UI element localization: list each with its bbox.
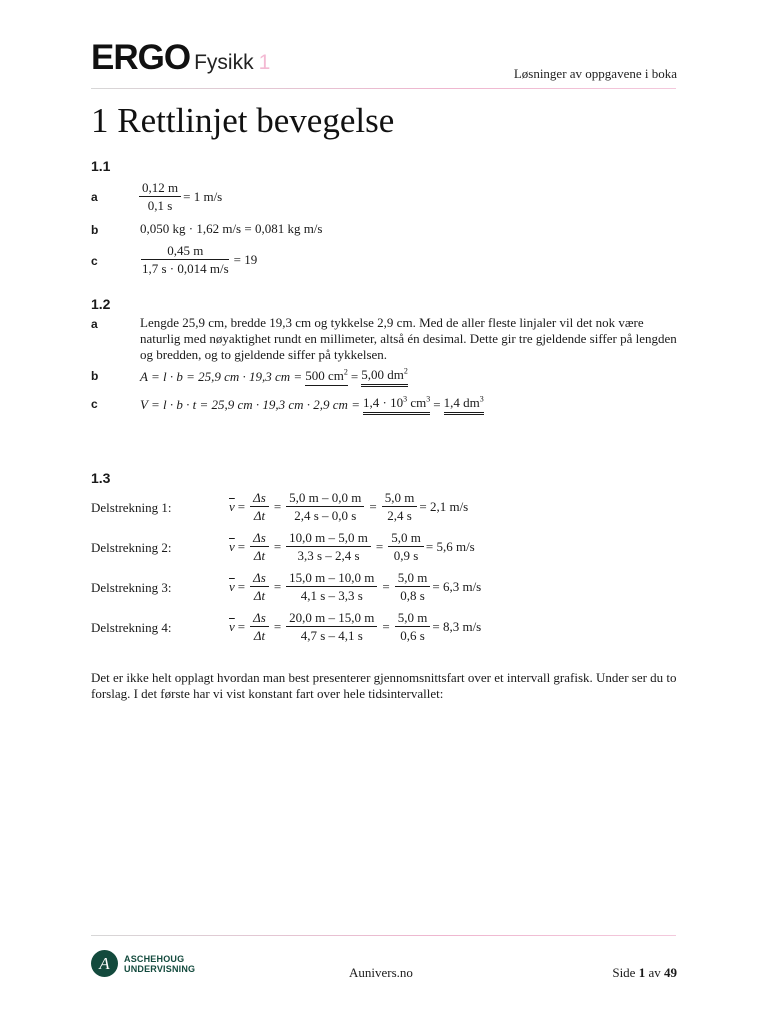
brand-name: ERGO: [91, 38, 191, 77]
average-velocity-symbol: $\overline{v}$: [229, 578, 235, 594]
fraction: $\frac{20,0 m - 15,0 m}{4,7 s - 4,1 s}$: [286, 610, 377, 643]
double-underlined-result: 1,4 $dm^3$: [444, 395, 484, 415]
page-number: Side 1 av 49: [612, 965, 677, 980]
section-heading-1-2: 1.2: [91, 296, 111, 312]
equation-1-1-c: $\frac{0,45 m}{1,7 s \cdot 0,014 m/s}$ = 19: [137, 243, 257, 276]
average-velocity-symbol: $\overline{v}$: [229, 538, 235, 554]
fraction: $\frac{5,0 m - 0,0 m}{2,4 s - 0,0 s}$: [286, 490, 364, 523]
item-label-b: b: [91, 369, 99, 383]
equation-1-1-b: 0,050 kg · 1,62 m/s = 0,081 kg m/s: [140, 221, 323, 236]
item-label-c: c: [91, 254, 98, 268]
fraction: $\frac{5,0 m}{0,6 s}$: [395, 610, 431, 643]
fraction: $\frac{0,12 m}{0,1 s}$: [139, 180, 181, 213]
fraction: $\frac{\Delta s}{\Delta t}$: [250, 490, 269, 523]
publisher-logo: A ASCHEHOUG UNDERVISNING: [91, 950, 195, 977]
underlined-result: 500 $cm^2$: [305, 368, 348, 386]
header-divider: [91, 88, 676, 89]
fraction: $\frac{0,45 m}{1,7 s \cdot 0,014 m/s}$: [142, 243, 229, 276]
fraction: $\frac{5,0 m}{0,8 s}$: [395, 570, 431, 603]
equation-1-2-b: A = l · b = 25,9 cm · 19,3 cm = 500 $cm^2$ = 5,00 $dm^2$: [140, 367, 411, 387]
item-label-a: a: [91, 317, 98, 331]
answer-text-1-2-a: Lengde 25,9 cm, bredde 19,3 cm og tykkelse 2,9 cm. Med de aller fleste linjaler vil det nok være naturlig med nøyaktighet rundt en millimeter, altså én desimal. Dette gir tre gjeldende siffer på lengden og bredden, og to gjeldende siffer på tykkelsen.: [140, 315, 677, 362]
segment-equation: $\overline{v}$ = $\frac{\Delta s}{\Delta t}$ = $\frac{5,0 m - 0,0 m}{2,4 s - 0,0 s}$ = $\frac{5,0 m}{2,4 s}$ = 2,1 m/s: [229, 490, 469, 523]
fraction: $\frac{\Delta s}{\Delta t}$: [250, 570, 269, 603]
segment-label: Delstrekning 3:: [91, 580, 172, 595]
segment-label: Delstrekning 1:: [91, 500, 172, 515]
equation-1-2-c: V = l · b · t = 25,9 cm · 19,3 cm · 2,9 cm = $1,4 \cdot 10^3$ $cm^3$ = 1,4 $dm^3$: [140, 395, 487, 415]
page-title: 1 Rettlinjet bevegelse: [91, 101, 395, 140]
product-level: 1: [258, 51, 271, 74]
segment-equation: $\overline{v}$ = $\frac{\Delta s}{\Delta t}$ = $\frac{15,0 m - 10,0 m}{4,1 s - 3,3 s}$ = $\frac{5,0 m}{0,8 s}$ = 6,3 m/s: [229, 570, 482, 603]
double-underlined-result: 5,00 $dm^2$: [361, 367, 408, 387]
section-heading-1-3: 1.3: [91, 470, 111, 486]
segment-label: Delstrekning 2:: [91, 540, 172, 555]
fraction: $\frac{\Delta s}{\Delta t}$: [250, 530, 269, 563]
equation-1-1-a: $\frac{0,12 m}{0,1 s}$ = 1 m/s: [137, 180, 222, 213]
item-label-b: b: [91, 223, 99, 237]
fraction: $\frac{5,0 m}{0,9 s}$: [388, 530, 424, 563]
fraction: $\frac{10,0 m - 5,0 m}{3,3 s - 2,4 s}$: [286, 530, 371, 563]
section-heading-1-1: 1.1: [91, 158, 111, 174]
segment-equation: $\overline{v}$ = $\frac{\Delta s}{\Delta t}$ = $\frac{20,0 m - 15,0 m}{4,7 s - 4,1 s}$ = $\frac{5,0 m}{0,6 s}$ = 8,3 m/s: [229, 610, 482, 643]
answer-paragraph-1-3: Det er ikke helt opplagt hvordan man best presenterer gjennomsnittsfart over et intervall grafisk. Under ser du to forslag. I det første har vi vist konstant fart over hele tidsintervallet:: [91, 670, 677, 701]
segment-equation: $\overline{v}$ = $\frac{\Delta s}{\Delta t}$ = $\frac{10,0 m - 5,0 m}{3,3 s - 2,4 s}$ = $\frac{5,0 m}{0,9 s}$ = 5,6 m/s: [229, 530, 475, 563]
item-label-c: c: [91, 397, 98, 411]
average-velocity-symbol: $\overline{v}$: [229, 498, 235, 514]
double-underlined-result: $1,4 \cdot 10^3$ $cm^3$: [363, 395, 430, 415]
segment-label: Delstrekning 4:: [91, 620, 172, 635]
product-name: Fysikk: [194, 51, 254, 74]
footer-site: Aunivers.no: [349, 965, 413, 980]
footer-divider: [91, 935, 676, 936]
fraction: $\frac{15,0 m - 10,0 m}{4,1 s - 3,3 s}$: [286, 570, 377, 603]
fraction: $\frac{5,0 m}{2,4 s}$: [382, 490, 418, 523]
publisher-emblem-icon: A: [91, 950, 118, 977]
fraction: $\frac{\Delta s}{\Delta t}$: [250, 610, 269, 643]
brand-logo: [91, 38, 270, 78]
item-label-a: a: [91, 190, 98, 204]
header-subtitle: Løsninger av oppgavene i boka: [513, 66, 677, 81]
average-velocity-symbol: $\overline{v}$: [229, 618, 235, 634]
